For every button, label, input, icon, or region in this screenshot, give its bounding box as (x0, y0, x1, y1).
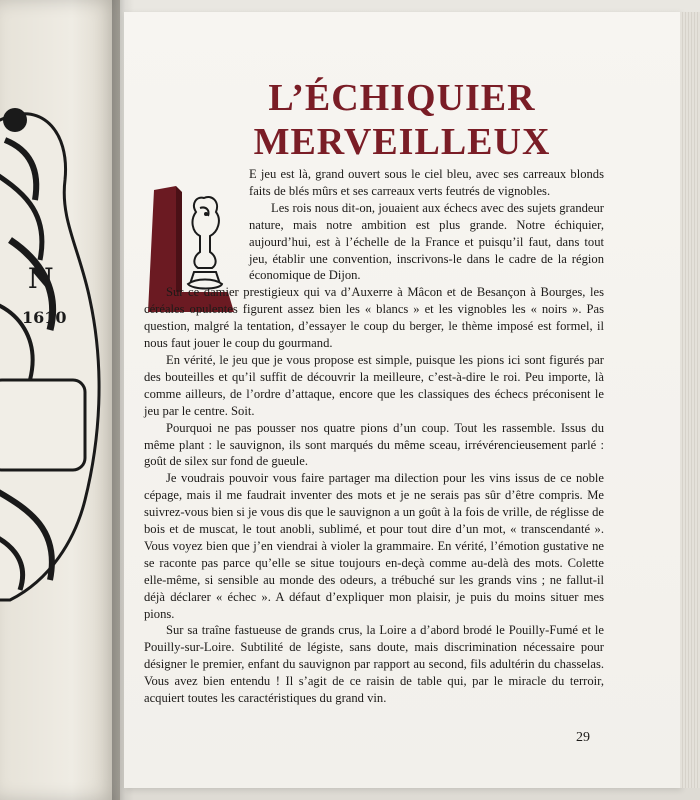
book-page (124, 12, 680, 788)
chapter-title (124, 79, 680, 163)
page-number: 29 (576, 730, 590, 745)
paragraph-1: E jeu est là, grand ouvert sous le ciel bleu, avec ses carreaux blonds faits de blés mûrs et ses carreaux verts feutrés de vignobles. (249, 167, 604, 198)
body-text (144, 166, 604, 707)
bottle-label-year: 1610 (22, 308, 67, 327)
left-facing-page (0, 0, 120, 800)
paragraph-3: Sur ce damier prestigieux qui va d’Auxerre à Mâcon et de Besançon à Bourges, les céréales opulentes figurent assez bien les « blancs » et les vignobles les « noirs ». Pas question, malgré la tentation, d’essayer le coup du berger, le thème imposé est formel, il nous faut jouer le coup du gourmand. (144, 285, 604, 351)
chapter-title-line1: L’ÉCHIQUIER (268, 77, 536, 120)
page-stack-edge (680, 12, 700, 788)
chapter-title-line2: MERVEILLEUX (253, 121, 551, 164)
paragraph-7: Sur sa traîne fastueuse de grands crus, la Loire a d’abord brodé le Pouilly-Fumé et le Pouilly-sur-Loire. Subtilité de légiste, sans doute, mais discrimination nécessaire pour désigner le premier, enfant du sauvignon par rapport au second, fils adultérin du chasselas. Vous avez bien entendu ! Il s’agit de ce raisin de table qui, par le miracle du terroir, acquiert toutes les caractéristiques du grand vin. (144, 623, 604, 706)
bottle-label-letters: N (28, 262, 54, 295)
paragraph-5: Pourquoi ne pas pousser nos quatre pions d’un coup. Tout les rassemble. Issus du même plant : le sauvignon, ils sont marqués du même sceau, irrévérencieusement parlé : goût de silex sur fond de gueule. (144, 420, 604, 469)
wine-bottle-illustration (0, 60, 110, 620)
paragraph-4: En vérité, le jeu que je vous propose est simple, puisque les pions ici sont figurés par des bouteilles et qu’il suffit de découvrir la meilleure, c’est-à-dire le roi. Peu importe, là comme ailleurs, de l’ordre d’attaque, encore que les classiques des échecs préconisent le jeu par le centre. Soit. (144, 352, 604, 418)
paragraph-2: Les rois nous dit-on, jouaient aux échecs avec des sujets grandeur nature, mais notre ambition est plus grande. Notre échiquier, aujourd’hui, est à l’échelle de la France et puisqu’il faut, dans tout jeu, établir une convention, inscrivons-le dans le cadre de la région économique de Dijon. (249, 200, 604, 283)
paragraph-6: Je voudrais pouvoir vous faire partager ma dilection pour les vins issus de ce noble cépage, mais il me faudrait inventer des mots et je ne serais pas sûr d’être compris. Me suivrez-vous bien si je vous dis que le sauvignon a un goût à la fois de vrille, de réglisse de bois et de muscat, le tout anobli, sublimé, et pour tout dire d’un mot, « transcendanté ». Vous voyez bien que j’en viendrai à violer la grammaire. En vérité, l’émotion gustative ne se raconte pas parce qu’elle se situe toujours en-deçà comme au-delà des mots. Colette elle-même, si sensible au monde des odeurs, a trébuché sur les grands vins ; ne fallut-il déjà déclarer « échec ». A défaut d’expliquer mon plaisir, je puis du moins situer mes pions. (144, 471, 604, 621)
